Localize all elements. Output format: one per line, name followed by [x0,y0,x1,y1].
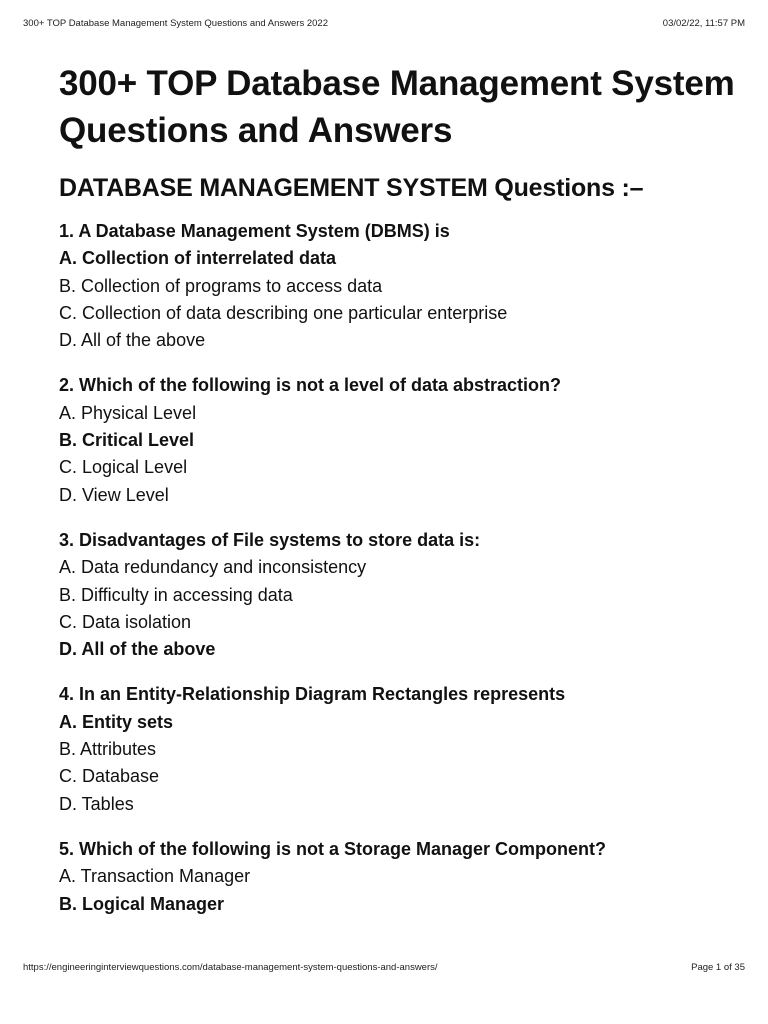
print-header-datetime: 03/02/22, 11:57 PM [662,18,745,29]
option: B. Difficulty in accessing data [59,584,293,605]
question-5 [59,836,739,918]
option: A. Transaction Manager [59,866,251,887]
option-correct: B. Logical Manager [59,893,225,914]
option: D. Tables [59,793,134,814]
option-correct: A. Entity sets [59,711,174,732]
question-4 [59,681,739,817]
question-2 [59,372,739,508]
option: C. Data isolation [59,611,192,632]
option-correct: D. All of the above [59,639,216,660]
option: D. All of the above [59,330,206,351]
question-text: 3. Disadvantages of File systems to store data is: [59,529,481,550]
question-1 [59,218,739,354]
print-header [23,18,745,29]
question-list [59,218,739,918]
option: A. Data redundancy and inconsistency [59,557,367,578]
option: C. Database [59,766,160,787]
question-text: 5. Which of the following is not a Storage Manager Component? [59,838,607,859]
option: D. View Level [59,484,169,505]
document-content [59,60,739,936]
question-text: 4. In an Entity-Relationship Diagram Rectangles represents [59,684,566,705]
question-text: 1. A Database Management System (DBMS) is [59,221,450,241]
print-footer [23,962,745,973]
page-number: Page 1 of 35 [691,962,745,973]
print-header-title: 300+ TOP Database Management System Questions and Answers 2022 [23,18,328,29]
option: C. Logical Level [59,457,188,478]
option-correct: B. Critical Level [59,430,195,451]
page-title: 300+ TOP Database Management System Questions and Answers [59,64,735,150]
option: C. Collection of data describing one particular enterprise [59,302,508,323]
option: B. Attributes [59,739,157,760]
option: B. Collection of programs to access data [59,275,383,296]
question-3 [59,527,739,663]
section-heading: DATABASE MANAGEMENT SYSTEM Questions :– [59,174,644,202]
option: A. Physical Level [59,402,197,423]
question-text: 2. Which of the following is not a level of data abstraction? [59,375,562,396]
option-correct: A. Collection of interrelated data [59,248,337,269]
print-footer-url: https://engineeringinterviewquestions.com/database-management-system-questions-and-answers/ [23,962,438,973]
